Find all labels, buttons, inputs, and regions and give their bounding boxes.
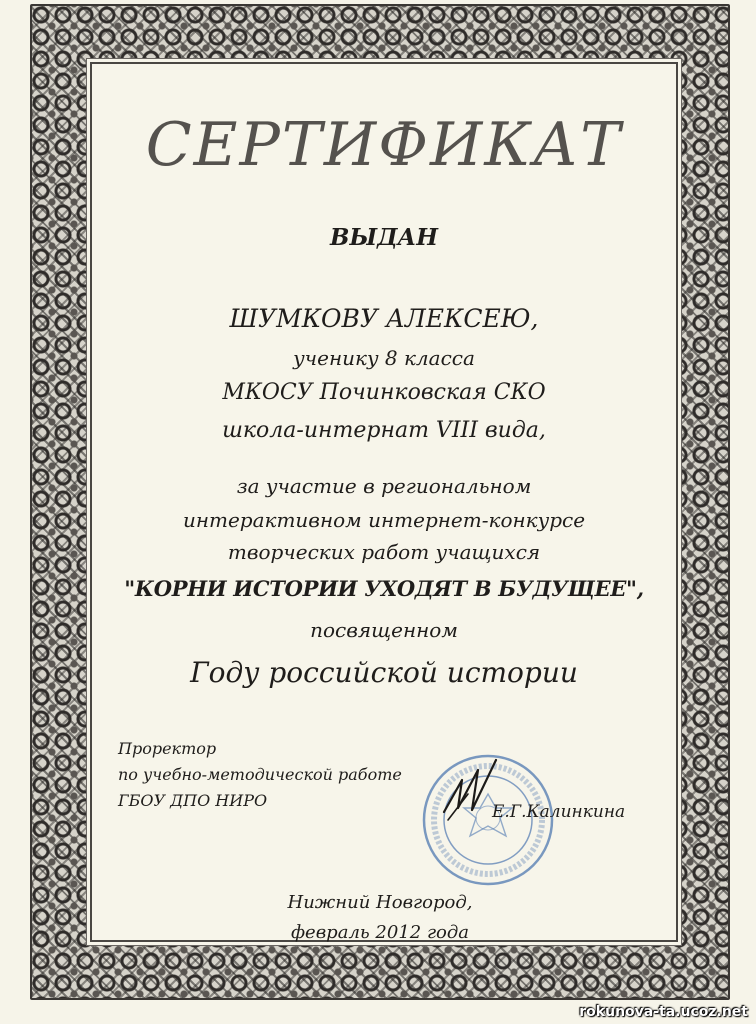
reason-line-3: творческих работ учащихся (227, 540, 541, 564)
date: февраль 2012 года (290, 922, 470, 943)
place: Нижний Новгород, (287, 892, 473, 913)
site-watermark: rokunova-ta.ucoz.net (579, 1004, 748, 1020)
certificate-title: СЕРТИФИКАТ (145, 110, 623, 180)
recipient-school: МКОСУ Починковская СКО (222, 380, 546, 405)
reason-line-5: посвященном (310, 618, 458, 642)
signatory-name: Е.Г.Калинкина (492, 802, 626, 822)
signatory-position (118, 736, 418, 814)
reason-line-1: за участие в региональном (236, 474, 532, 498)
recipient-school-type: школа-интернат VIII вида, (222, 418, 546, 443)
position-line-1: Проректор (118, 739, 217, 758)
handwritten-signature (438, 750, 508, 840)
recipient-name: ШУМКОВУ АЛЕКСЕЮ, (229, 304, 539, 333)
recipient-grade: ученику 8 класса (293, 346, 475, 370)
position-line-2: по учебно-методической работе (118, 765, 402, 784)
place-and-date (240, 888, 520, 948)
contest-name: "КОРНИ ИСТОРИИ УХОДЯТ В БУДУЩЕЕ", (124, 576, 644, 601)
dedication: Году российской истории (190, 656, 578, 689)
issued-label: ВЫДАН (330, 224, 438, 251)
reason-line-2: интерактивном интернет-конкурсе (182, 508, 586, 532)
position-line-3: ГБОУ ДПО НИРО (118, 791, 268, 810)
